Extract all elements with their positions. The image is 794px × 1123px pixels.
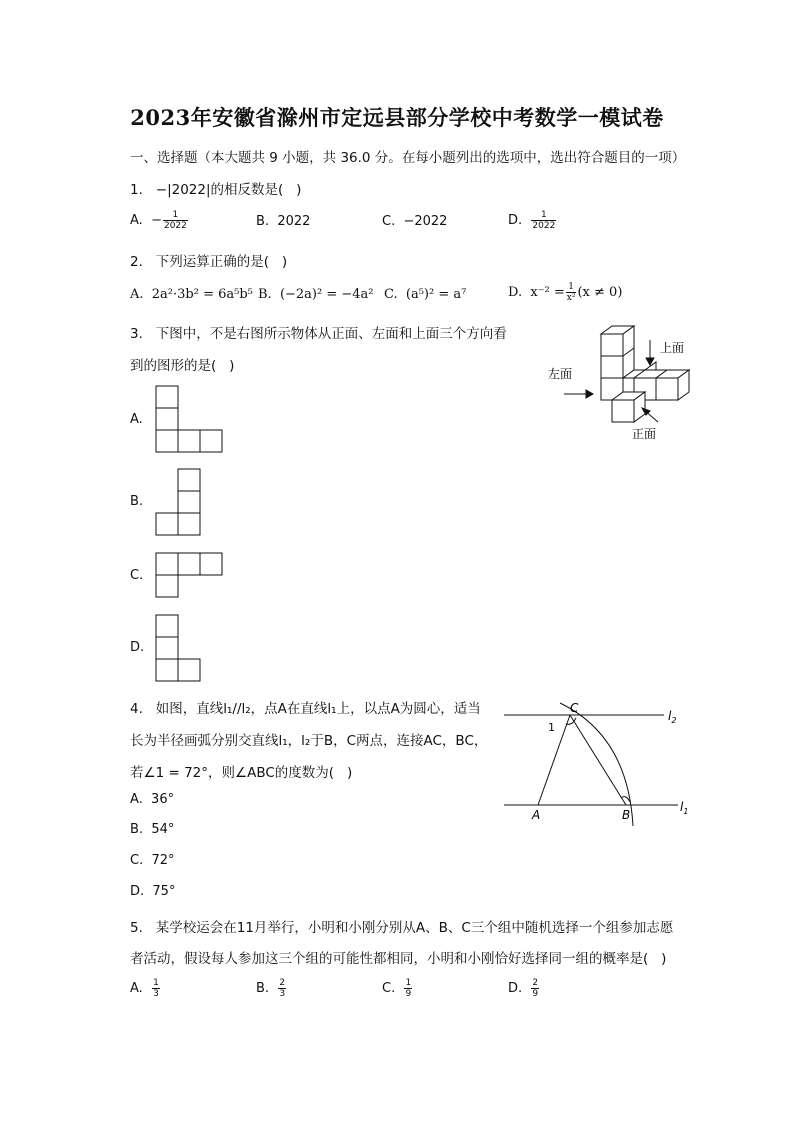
option-text: D. x⁻² = <box>508 285 565 300</box>
denominator: 3 <box>153 989 159 999</box>
label-l2 <box>668 709 676 725</box>
fraction <box>278 978 286 999</box>
question-1-option-d <box>508 210 557 231</box>
label-l1-sub: 1 <box>683 807 689 816</box>
denominator: 2022 <box>532 221 556 231</box>
page-title: 2023年安徽省滁州市定远县部分学校中考数学一模试卷 <box>130 105 664 130</box>
question-3-option-c-figure <box>155 552 227 600</box>
question-3-option-c-label: C. <box>130 568 144 583</box>
question-5-stem-line1: 5. 某学校运会在11月举行，小明和小刚分别从A、B、C三个组中随机选择一个组参加志愿 <box>130 920 674 936</box>
question-4-geometry-figure <box>500 700 694 828</box>
question-4-option-a: A. 36° <box>130 792 175 807</box>
question-5-option-a <box>130 978 161 999</box>
fraction <box>531 978 539 999</box>
label-a: A <box>532 808 541 822</box>
question-2-stem: 2. 下列运算正确的是( ) <box>130 254 288 270</box>
question-3-option-a-label: A. <box>130 412 143 427</box>
cube-side <box>623 326 634 400</box>
question-3-object-figure <box>540 318 700 446</box>
denominator: 9 <box>405 989 412 999</box>
option-label: B. <box>256 981 270 996</box>
cube-face <box>656 378 678 400</box>
option-label: C. <box>382 981 396 996</box>
cube-face <box>601 356 623 378</box>
question-2-option-a: A. 2a²·3b² = 6a⁵b⁵ <box>130 287 253 302</box>
label-l1-main: l <box>680 800 684 814</box>
label-angle-1: 1 <box>548 721 555 734</box>
question-1-stem: 1. −|2022|的相反数是( ) <box>130 182 302 198</box>
denominator: 3 <box>279 989 286 999</box>
question-5-option-d <box>508 978 540 999</box>
arrow-right-head <box>586 390 593 398</box>
question-2-option-d <box>508 282 622 303</box>
question-3-stem-line2: 到的图形的是( ) <box>130 358 235 374</box>
question-1-option-b: B. 2022 <box>256 214 311 229</box>
question-4-stem-line3: 若∠1 = 72°，则∠ABC的度数为( ) <box>130 765 353 781</box>
denominator: 2022 <box>163 221 187 231</box>
label-b: B <box>622 808 631 822</box>
cube-face <box>601 334 623 356</box>
question-3-option-b-figure <box>155 468 205 538</box>
label-l2-main: l <box>668 709 672 723</box>
question-4-option-c: C. 72° <box>130 853 175 868</box>
label-top: 上面 <box>660 341 685 355</box>
numerator: 1 <box>531 210 556 221</box>
cube-face <box>612 400 634 422</box>
fraction <box>404 978 412 999</box>
label-l1 <box>680 800 688 816</box>
question-3-option-a-figure <box>155 385 227 453</box>
question-4-option-d: D. 75° <box>130 884 176 899</box>
numerator: 1 <box>153 978 159 988</box>
fraction <box>152 978 160 999</box>
numerator: 1 <box>405 978 412 988</box>
label-c: C <box>570 701 579 715</box>
option-label: D. <box>508 981 523 996</box>
denominator: x² <box>566 293 576 303</box>
question-5-option-b <box>256 978 287 999</box>
denominator: 9 <box>532 989 539 999</box>
question-1-option-a <box>130 210 189 231</box>
option-sign: − <box>151 213 162 228</box>
section-heading: 一、选择题（本大题共 9 小题，共 36.0 分。在每小题列出的选项中，选出符合题目的一项） <box>130 150 686 166</box>
fraction <box>163 210 188 231</box>
question-3-option-b-label: B. <box>130 494 144 509</box>
question-3-option-d-figure <box>155 614 205 684</box>
question-4-stem-line1: 4. 如图，直线l₁//l₂，点A在直线l₁上，以点A为圆心，适当 <box>130 701 481 717</box>
question-3-stem-line1: 3. 下图中，不是右图所示物体从正面、左面和上面三个方向看 <box>130 326 507 342</box>
label-left: 左面 <box>548 367 573 381</box>
option-label: A. <box>130 981 143 996</box>
label-l2-sub: 2 <box>671 716 677 725</box>
option-label: A. <box>130 213 143 228</box>
question-3-option-d-label: D. <box>130 640 145 655</box>
label-front: 正面 <box>632 427 657 441</box>
numerator: 1 <box>566 282 577 293</box>
question-2-option-c: C. (a⁵)² = a⁷ <box>384 287 467 302</box>
fraction <box>566 282 577 303</box>
question-5-option-c <box>382 978 413 999</box>
question-4-option-b: B. 54° <box>130 822 175 837</box>
question-5-stem-line2: 者活动，假设每人参加这三个组的可能性都相同，小明和小刚恰好选择同一组的概率是( ) <box>130 951 667 967</box>
numerator: 1 <box>163 210 188 221</box>
question-2-option-b: B. (−2a)² = −4a² <box>258 287 374 302</box>
condition: (x ≠ 0) <box>577 285 623 300</box>
numerator: 2 <box>532 978 539 988</box>
question-1-option-c: C. −2022 <box>382 214 448 229</box>
question-4-stem-line2: 长为半径画弧分别交直线l₁，l₂于B，C两点，连接AC，BC， <box>130 733 488 749</box>
numerator: 2 <box>279 978 286 988</box>
fraction <box>531 210 556 231</box>
option-label: D. <box>508 213 523 228</box>
